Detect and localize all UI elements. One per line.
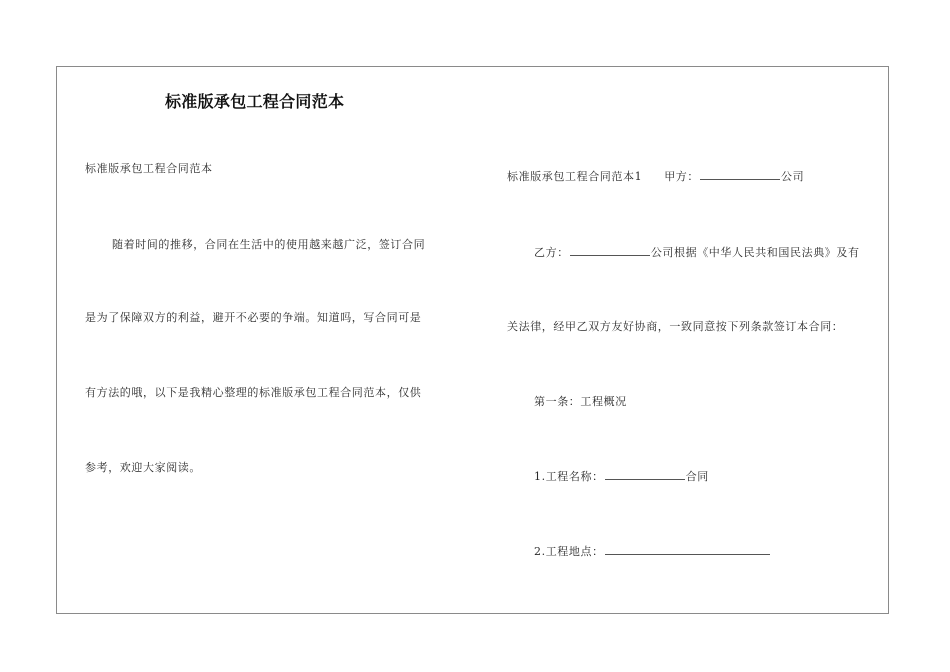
project-name-label: 1.工程名称： (534, 470, 604, 483)
party-b-text: 公司根据《中华人民共和国民法典》及有 (650, 246, 860, 259)
right-line-1 (507, 168, 804, 184)
left-subtitle: 标准版承包工程合同范本 (85, 162, 213, 175)
page-frame (56, 66, 889, 614)
right-line-3: 关法律，经甲乙双方友好协商，一致同意按下列条款签订本合同： (507, 320, 844, 333)
left-paragraph-line-2: 是为了保障双方的利益，避开不必要的争端。知道吗，写合同可是 (85, 311, 422, 324)
contract-heading: 标准版承包工程合同范本1 (507, 170, 643, 183)
left-paragraph-line-1: 随着时间的推移，合同在生活中的使用越来越广泛，签订合同 (112, 238, 426, 251)
party-b-label: 乙方： (534, 246, 569, 259)
party-a-blank (700, 169, 780, 180)
left-paragraph-line-4: 参考，欢迎大家阅读。 (85, 461, 201, 474)
project-location-line (534, 543, 771, 559)
right-line-2 (534, 244, 860, 260)
article-one-heading: 第一条：工程概况 (534, 395, 627, 408)
party-a-suffix: 公司 (781, 170, 805, 183)
project-name-suffix: 合同 (685, 470, 709, 483)
left-paragraph-line-3: 有方法的哦，以下是我精心整理的标准版承包工程合同范本，仅供 (85, 386, 422, 399)
project-name-blank (605, 469, 685, 480)
project-name-line (534, 468, 709, 484)
document-title: 标准版承包工程合同范本 (165, 92, 345, 111)
party-a-label: 甲方： (664, 170, 700, 183)
project-location-label: 2.工程地点： (534, 545, 604, 558)
project-location-blank (605, 544, 770, 555)
party-b-blank (570, 245, 650, 256)
